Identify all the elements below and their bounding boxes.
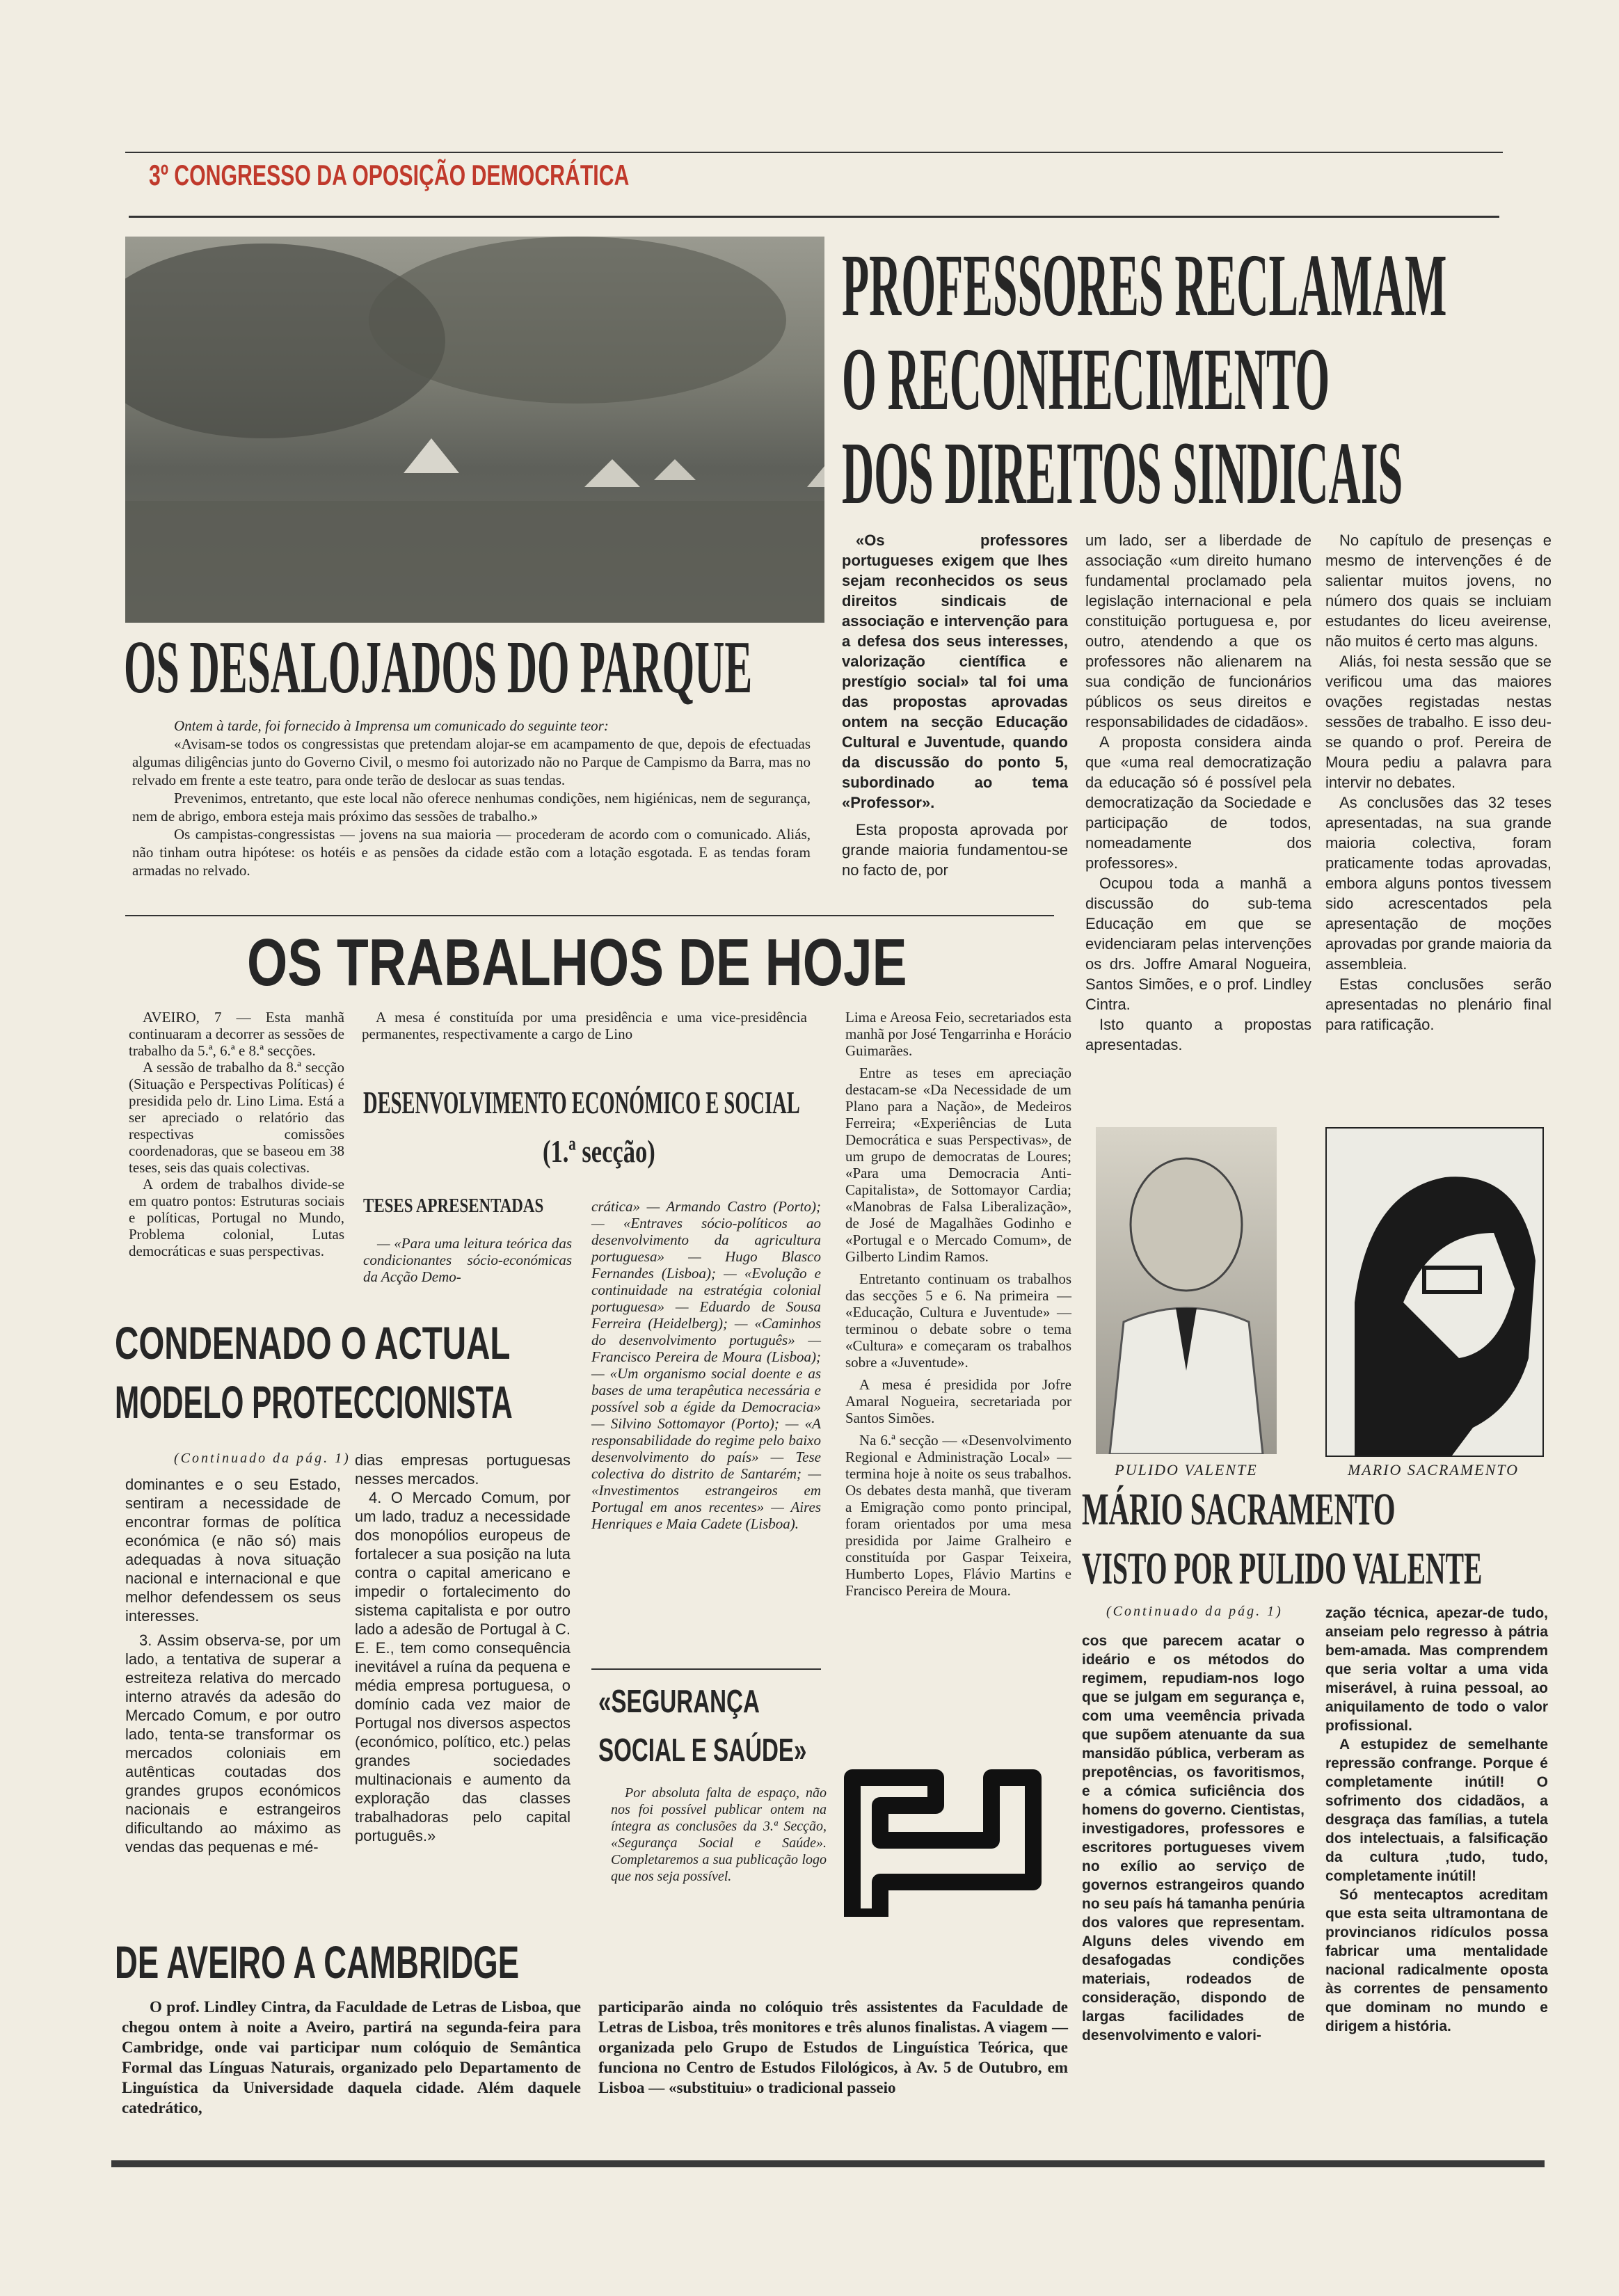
top-rule	[125, 152, 1503, 153]
cambridge-col2: participarão ainda no colóquio três assistentes da Faculdade de Letras de Lisboa, três monitores e três alunos finalistas. A viagem — organizada pelo Grupo de Estudos de Linguística Teórica, que funciona no Centro de Estudos Filológicos, à Av. 5 de Outubro, em Lisboa — «substituiu» o tradicional passeio	[598, 1998, 1068, 2096]
cambridge-col1: O prof. Lindley Cintra, da Faculdade de Letras de Lisboa, que chegou ontem à noite a Aveiro, partirá na segunda-feira para Cambridge, onde vai participar num colóquio de Semântica Formal das Línguas Naturais, organizado pelo Departamento de Linguística da Universidade daquela cidade. Além daquele catedrático,	[122, 1998, 581, 2116]
camp-photo-art	[125, 237, 824, 623]
seguranca-logo-icon	[831, 1750, 1054, 1917]
desalojados-body: Ontem à tarde, foi fornecido à Imprensa um comunicado do seguinte teor: «Avisam-se todos os congressistas que pretendam alojar-se em acampamento de que, depois de efectuadas algumas diligências junto do Governo Civil, o mesmo foi autorizado não no Parque de Campismo da Barra, mas no relvado em frente a este teatro, para onde terão de deslocar as suas tendas. Prevenimos, entretanto, que este local não oferece nenhumas condições, nem higiénicas, nem de segurança, nem de abrigo, embora esteja mais próximo das sessões de trabalho.» Os campistas-congressistas — jovens na sua maioria — procederam de acordo com o comunicado. Aliás, não tinham outra hipótese: os hotéis e as pensões da cidade estão com a lotação esgotada. E as tendas foram armadas no relvado.	[132, 717, 811, 879]
condenado-headline-1: CONDENADO O ACTUAL	[115, 1317, 511, 1369]
section-label: 3º CONGRESSO DA OPOSIÇÃO DEMOCRÁTICA	[149, 159, 630, 191]
caption-pulido-valente: PULIDO VALENTE	[1115, 1461, 1258, 1478]
trabalhos-col1: AVEIRO, 7 — Esta manhã continuaram a decorrer as sessões de trabalho da 5.ª, 6.ª e 8.ª secções. A sessão de trabalho da 8.ª secção (Situação e Perspectivas Políticas) é presidida pelo dr. Lino Lima. Está a ser apreciado o relatório das respectivas comissões coordenadoras, que se baseou em 38 teses, seis das quais colectivas. A ordem de trabalhos divide-se em quatro pontos: Estruturas sociais e políticas, Portugal no Mundo, Problema colonial, Lutas democráticas e suas perspectivas.	[129, 1009, 344, 1259]
portrait-mario-sacramento	[1325, 1127, 1544, 1457]
masthead-rule	[129, 216, 1499, 218]
bottom-rule	[111, 2160, 1545, 2167]
trabalhos-col3: Lima e Areosa Feio, secretariados esta manhã por José Tengarrinha e Horácio Guimarães. Entre as teses em apreciação destacam-se «Da Necessidade de um Plano para a Nação», de Medeiros Ferreira; «Experiências de Luta Democrática e suas Perspectivas», de um grupo de democratas de Loures; «Para uma Democracia Anti-Capitalista», de Sottomayor Cardia; «Manobras de Falsa Liberalização», de José de Magalhães Godinho e «Portugal e o Mercado Comum», de Gilberto Lindim Ramos. Entretanto continuam os trabalhos das secções 5 e 6. Na primeira — «Educação, Cultura e Juventude» — terminou o debate sobre o tema «Cultura» e começaram os trabalhos sobre a «Juventude». A mesa é presidida por Jofre Amaral Nogueira, secretariada por Santos Simões. Na 6.ª secção — «Desenvolvimento Regional e Administração Local» — termina hoje à noite os seus trabalhos. Os debates desta manhã, que tiveram a Emigração como ponto principal, foram orientados por uma mesa presidida por Jaime Gralheiro e constituída por Gaspar Teixeira, Humberto Lopes, Flávio Martins e Francisco Pereira de Moura.	[845, 1009, 1071, 1599]
cambridge-headline: DE AVEIRO A CAMBRIDGE	[115, 1936, 520, 1988]
desenvolvimento-col2: crática» — Armando Castro (Porto); — «Entraves sócio-políticos ao desenvolvimento da agricultura portuguesa» — Hugo Blasco Fernandes (Lisboa); — «Evolução e continuidade na estratégia colonial portuguesa» — Eduardo de Sousa Ferreira (Heidelberg); — «Caminhos do desenvolvimento português» — Francisco Pereira de Moura (Lisboa); — «Um organismo social doente e as bases de uma terapêutica necessária e possível sob a égide da Democracia» — Silvino Sottomayor (Porto); — «A responsabilidade do regime pelo baixo desenvolvimento do país» — Tese colectiva do distrito de Santarém; — «Investimentos estrangeiros em Portugal em anos recentes» — Aires Henriques e Maia Cadete (Lisboa).	[591, 1198, 821, 1532]
seguranca-headline-1: «SEGURANÇA	[598, 1683, 760, 1719]
sacramento-col1: cos que parecem acatar o ideário e os métodos do regimem, repudiam-nos logo que se julgam em segurança e, com uma veemência privada que supõem atenuante da sua mansidão pública, verberam as prepotências, os favoritismos, e a cómica suficiência dos homens do governo. Cientistas, investigadores, professores e escritores portugueses vivem no exílio ao serviço de governos estrangeiros quando no seu país há tamanha penúria dos valores que representam. Alguns deles vivendo em desafogadas condições materiais, rodeados de consideração, dispondo de largas facilidades de desenvolvimento e valori-	[1082, 1633, 1305, 2043]
sacramento-col2: zação técnica, apezar-de tudo, anseiam pelo regresso à pátria bem-amada. Mas comprendem que seria voltar a uma vida miserável, à ruina pessoal, ao aniquilamento de todo o valor profissional. A estupidez de semelhante repressão confrange. Porque é completamente inútil! O sofrimento dos cidadãos, a desgraça das famílias, a tutela dos intelectuais, a falsificação da cultura ,tudo, tudo, completamente inútil! Só mentecaptos acreditam que esta seita ultramontana de provincianos ridículos possa fabricar uma mentalidade nacional radicalmente oposta às correntes de pensamento que dominam no mundo e dirigem a história.	[1325, 1605, 1548, 2034]
trabalhos-headline: OS TRABALHOS DE HOJE	[247, 925, 907, 1000]
sacramento-headline-1: MÁRIO SACRAMENTO	[1082, 1484, 1396, 1535]
professores-col3: No capítulo de presenças e mesmo de intervenções é de salientar muitos jovens, no número dos quais se incluiam estudantes do liceu aveirense, não muitos é certo mas alguns. Aliás, foi nesta sessão que se verificou uma das maiores ovações registadas nestas sessões de trabalho. E isso deu-se quando o prof. Pereira de Moura pediu a palavra para intervir no debates. As conclusões das 32 teses apresentadas, na sua grande maioria colectiva, foram praticamente todas aprovadas, embora alguns pontos tivessem sido acrescentados pela apresentação de moções aprovadas por grande maioria da assembleia. Estas conclusões serão apresentadas no plenário final para ratificação.	[1325, 532, 1552, 1033]
condenado-headline-2: MODELO PROTECCIONISTA	[115, 1376, 513, 1428]
condenado-continued: (Continuado da pág. 1)	[174, 1451, 351, 1466]
desalojados-headline: OS DESALOJADOS DO PARQUE	[124, 626, 753, 709]
portrait-pulido-valente	[1096, 1127, 1277, 1454]
professores-headline-3: DOS DIREITOS SINDICAIS	[842, 424, 1403, 523]
seguranca-rule	[591, 1668, 821, 1670]
condenado-col1: dominantes e o seu Estado, sentiram a necessidade de encontrar formas de política económica (e não só) mais adequadas à nova situação nacional e internacional e que melhor defendessem os seus interesses. 3. Assim observa-se, por um lado, a tentativa de superar a estreiteza relativa do mercado interno através da adesão do Mercado Comum, e por outro lado, tenta-se transformar os mercados coloniais em autênticas coutadas dos grandes grupos económicos nacionais e estrangeiros dificultando ao máximo as vendas das pequenas e mé-	[125, 1476, 341, 1856]
professores-col1: «Os professores portugueses exigem que lhes sejam reconhecidos os seus direitos sindicais de associação e intervenção para a defesa dos seus interesses, valorização científica e prestígio social» tal foi uma das propostas aprovadas ontem na secção Educação Cultural e Juventude, quando da discussão do ponto 5, subordinado ao tema «Professor». Esta proposta aprovada por grande maioria fundamentou-se no facto de, por	[842, 532, 1068, 879]
sacramento-headline-2: VISTO POR PULIDO VALENTE	[1082, 1543, 1483, 1594]
camp-photo	[125, 237, 824, 623]
caption-mario-sacramento: MARIO SACRAMENTO	[1347, 1461, 1520, 1478]
desenvolvimento-headline-2: (1.ª secção)	[543, 1133, 655, 1169]
trabalhos-rule	[125, 915, 1054, 916]
professores-headline-1: PROFESSORES RECLAMAM	[842, 236, 1447, 335]
condenado-col2: dias empresas portuguesas nesses mercados. 4. O Mercado Comum, por um lado, traduz a necessidade dos monopólios europeus de fortalecer a sua posição na luta contra o capital americano e impedir o fortalecimento do sistema capitalista e por outro lado a adesão de Portugal à C. E. E., tem como consequência inevitável a ruína da pequena e média empresa portuguesa, o domínio cada vez maior de Portugal nos diversos aspectos (económico, político, etc.) pelas grandes sociedades multinacionais e aumento da exploração das classes trabalhadoras pelo capital português.»	[355, 1451, 571, 1844]
seguranca-body: Por absoluta falta de espaço, não nos foi possível publicar ontem na íntegra as conclusões da 3.ª Secção, «Segurança Social e Saúde». Completaremos a sua publicação logo que nos seja possível.	[611, 1785, 827, 1884]
teses-subhead: TESES APRESENTADAS	[363, 1195, 544, 1217]
sacramento-continued: (Continuado da pág. 1)	[1106, 1604, 1283, 1619]
desenvolvimento-col1: — «Para uma leitura teórica das condicionantes sócio-económicas da Acção Demo-	[363, 1235, 572, 1285]
trabalhos-col2: A mesa é constituída por uma presidência e uma vice-presidência permanentes, respectivamente a cargo de Lino	[362, 1009, 807, 1042]
desenvolvimento-headline-1: DESENVOLVIMENTO ECONÓMICO E SOCIAL	[363, 1085, 800, 1120]
professores-headline-2: O RECONHECIMENTO	[842, 330, 1330, 429]
seguranca-headline-2: SOCIAL E SAÚDE»	[598, 1732, 807, 1768]
professores-col2: um lado, ser a liberdade de associação «um direito humano fundamental proclamado pela legislação internacional e pela constituição portuguesa e, por outro, atendendo a que os professores não alienarem na sua condição de funcionários públicos os seus direitos e responsabilidades de cidadãos». A proposta considera ainda que «uma real democratização da educação só é possível pela democratização da Sociedade e participação de todos, nomeadamente dos professores». Ocupou toda a manhã a discussão do sub-tema Educação em que se evidenciaram pelas intervenções os drs. Joffre Amaral Nogueira, Santos Simões, e o prof. Lindley Cintra. Isto quanto a propostas apresentadas.	[1085, 532, 1311, 1053]
